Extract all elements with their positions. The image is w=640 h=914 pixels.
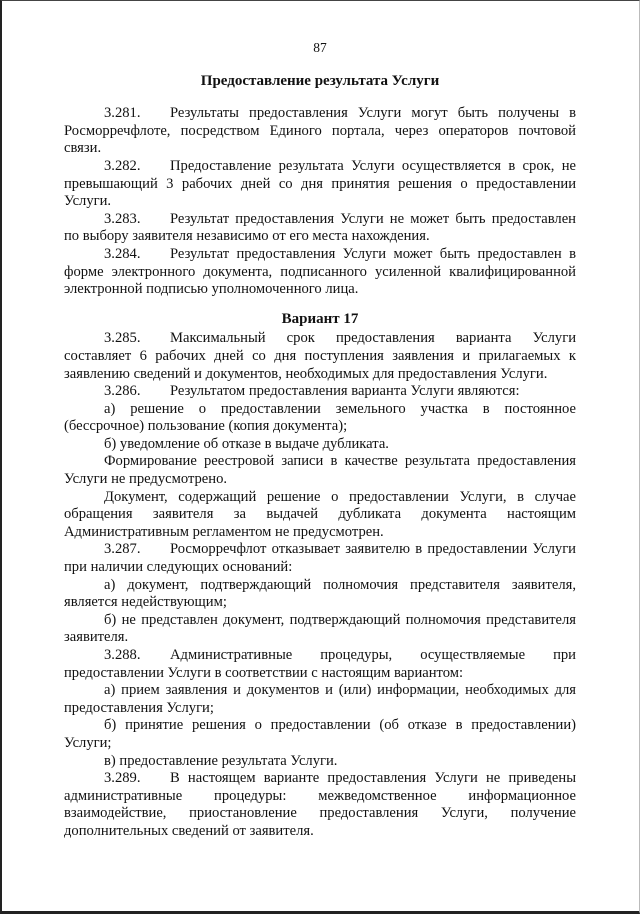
- paragraph: Документ, содержащий решение о предоставлении Услуги, в случае обращения заявителя за выдачей дубликата документа настоящим Административным регламентом не предусмотрен.: [64, 488, 576, 540]
- paragraph-3-284: 3.284. Результат предоставления Услуги может быть предоставлен в форме электронного документа, подписанного усиленной квалифицированной электронной подписью уполномоченного лица.: [64, 245, 576, 298]
- paragraph-3-285: 3.285. Максимальный срок предоставления варианта Услуги составляет 6 рабочих дней со дня поступления заявления и прилагаемых к заявлению сведений и документов, необходимых для предоставления Услуги.: [64, 330, 576, 382]
- clause-number: 3.287.: [104, 541, 141, 558]
- paragraph-3-289: 3.289. В настоящем варианте предоставления Услуги не приведены административные процедуры: межведомственное информационное взаимодействие, приостановление предоставления Услуги, получение дополнительных сведений от заявителя.: [64, 770, 576, 839]
- variant-heading: Вариант 17: [281, 310, 359, 327]
- clause-number: 3.285.: [104, 330, 141, 347]
- list-item: а) документ, подтверждающий полномочия представителя заявителя, является недействующим;: [64, 576, 576, 611]
- list-item: б) уведомление об отказе в выдаче дубликата.: [104, 435, 389, 452]
- paragraph-3-282: 3.282. Предоставление результата Услуги осуществляется в срок, не превышающий 3 рабочих дней со дня принятия решения о предоставлении Услуги.: [64, 157, 576, 210]
- clause-number: 3.286.: [104, 383, 141, 400]
- clause-number: 3.289.: [104, 770, 141, 787]
- clause-number: 3.281.: [104, 105, 141, 122]
- paragraph-3-288: 3.288. Административные процедуры, осуществляемые при предоставлении Услуги в соответствии с настоящим вариантом:: [64, 647, 576, 681]
- page-number: 87: [313, 40, 327, 55]
- clause-number: 3.288.: [104, 647, 141, 663]
- paragraph-3-286: 3.286. Результатом предоставления варианта Услуги являются:: [104, 383, 520, 400]
- list-item: б) не представлен документ, подтверждающий полномочия представителя заявителя.: [64, 611, 576, 646]
- list-item: а) решение о предоставлении земельного участка в постоянное (бессрочное) пользование (копия документа);: [64, 400, 576, 435]
- paragraph-3-283: 3.283. Результат предоставления Услуги не может быть предоставлен по выбору заявителя независимо от его места нахождения.: [64, 210, 576, 245]
- list-item: в) предоставление результата Услуги.: [104, 752, 338, 769]
- list-item: б) принятие решения о предоставлении (об отказе в предоставлении) Услуги;: [64, 717, 576, 751]
- clause-number: 3.284.: [104, 245, 141, 262]
- list-item: а) прием заявления и документов и (или) информации, необходимых для предоставления Услуги;: [64, 682, 576, 716]
- clause-number: 3.282.: [104, 157, 141, 174]
- page-content: [64, 39, 576, 841]
- section-heading: Предоставление результата Услуги: [200, 72, 440, 89]
- paragraph-3-287: 3.287. Росморречфлот отказывает заявителю в предоставлении Услуги при наличии следующих оснований:: [64, 541, 576, 576]
- paragraph-3-281: 3.281. Результаты предоставления Услуги могут быть получены в Росморречфлоте, посредством Единого портала, через операторов почтовой связи.: [64, 105, 576, 157]
- paragraph: Формирование реестровой записи в качестве результата предоставления Услуги не предусмотрено.: [64, 453, 576, 488]
- clause-number: 3.283.: [104, 210, 141, 227]
